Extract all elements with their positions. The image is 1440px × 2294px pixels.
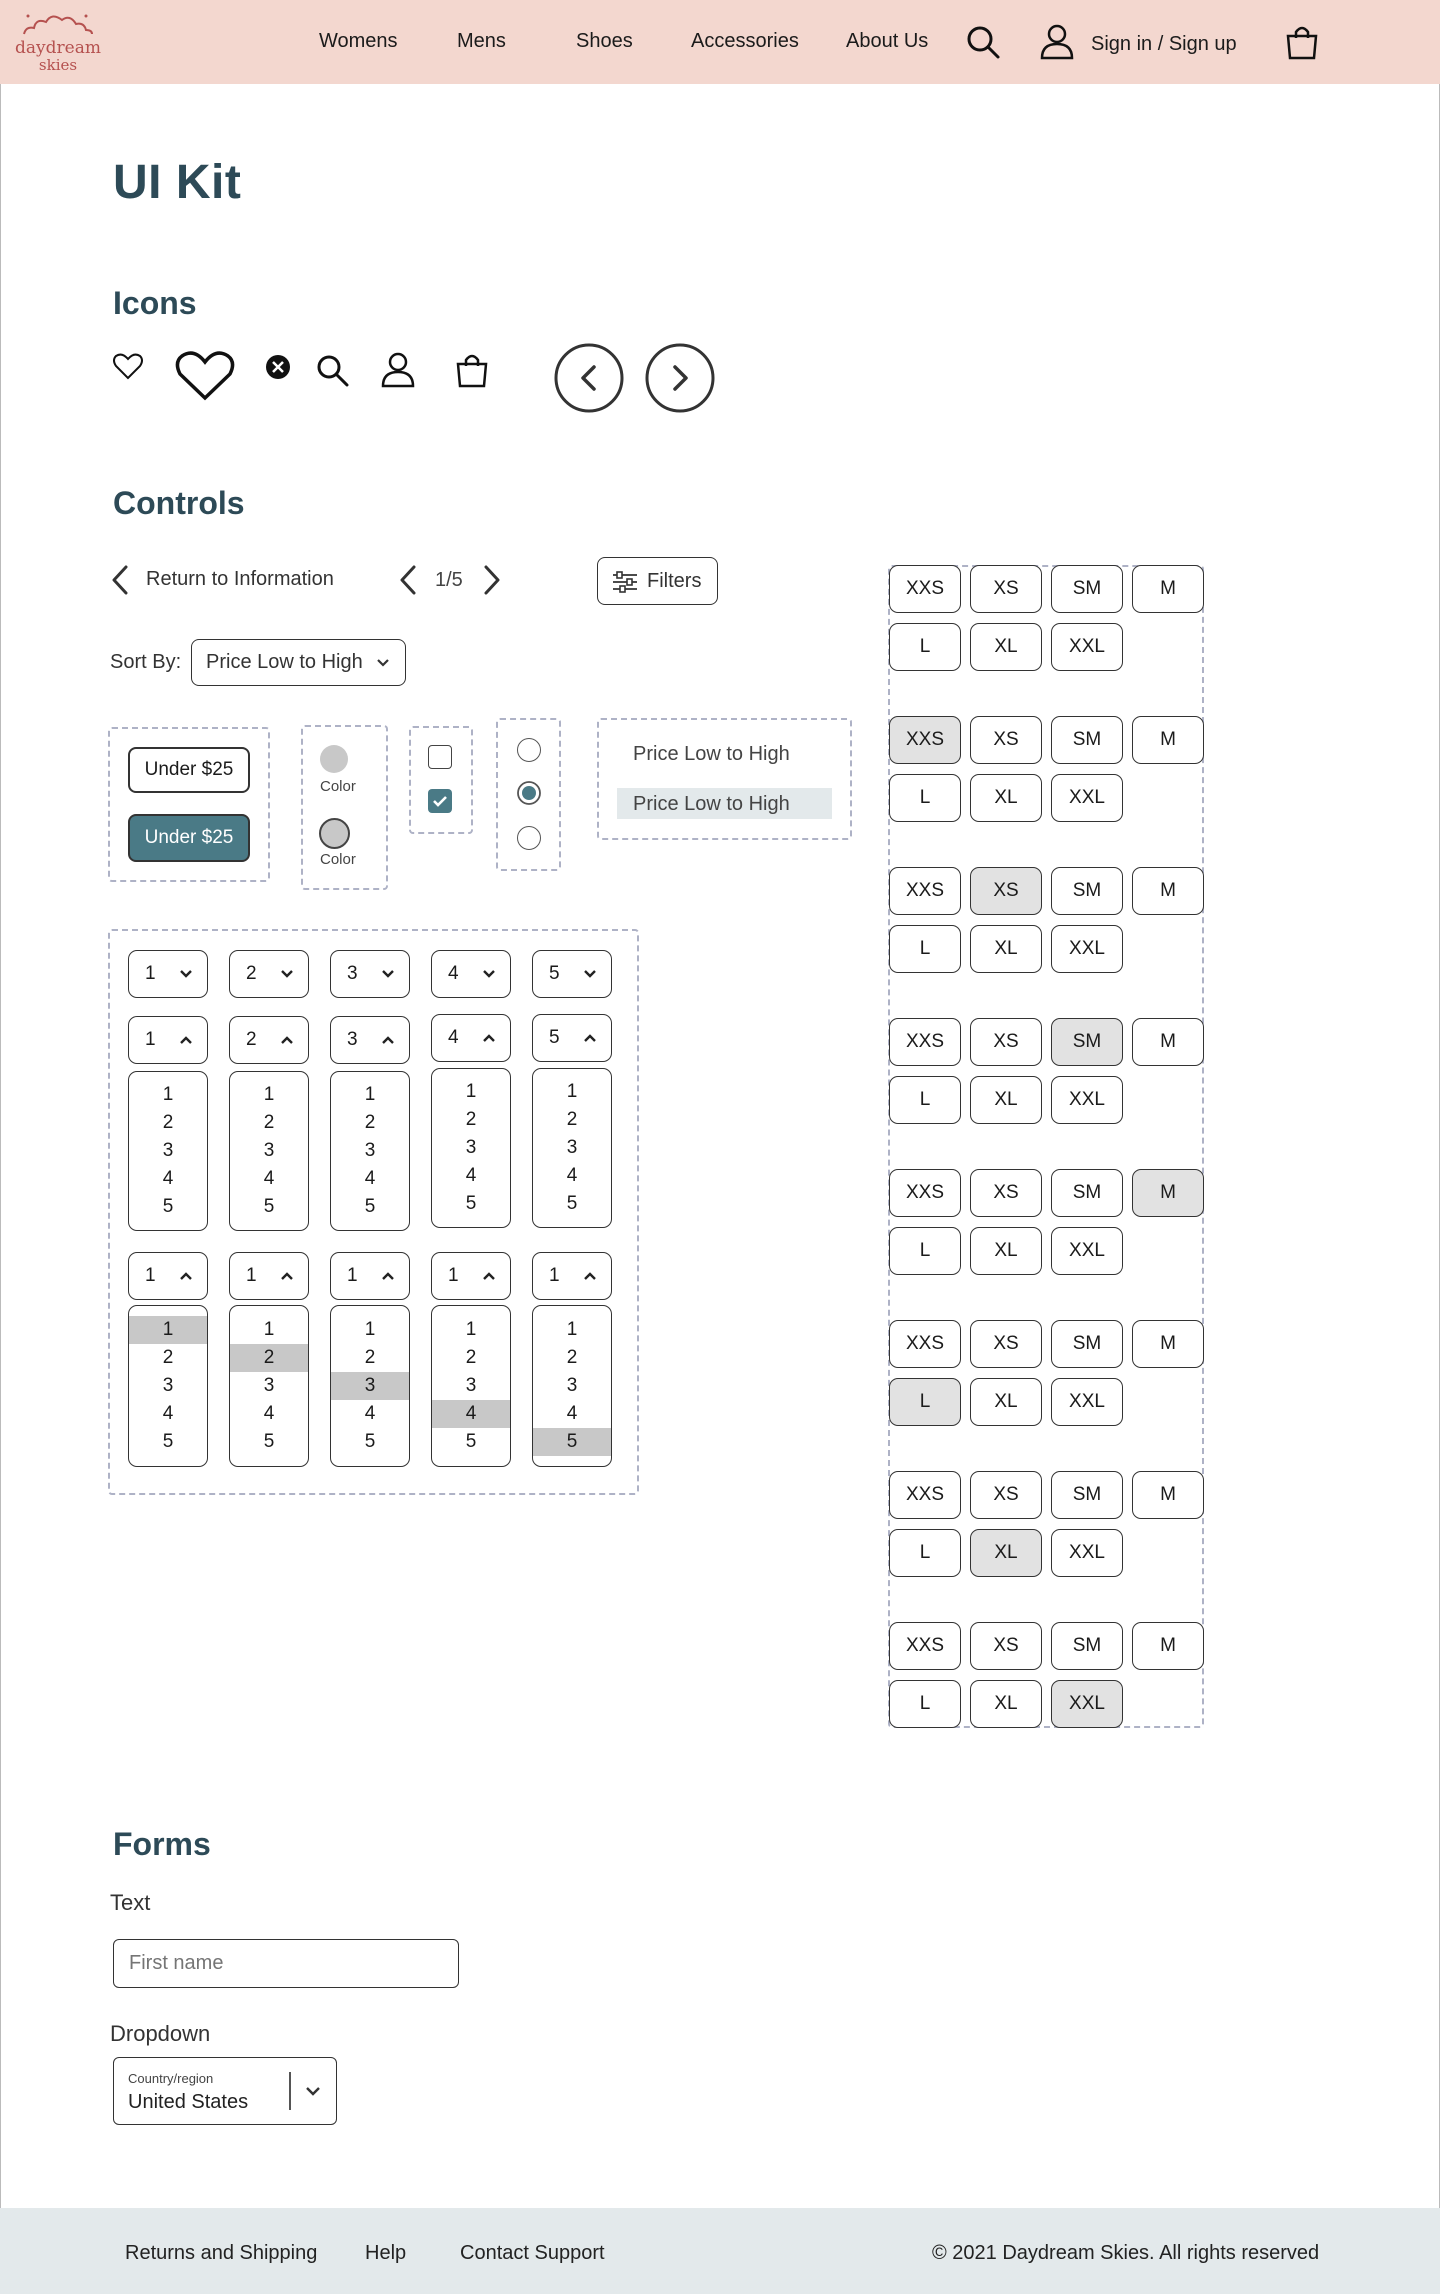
size-option-l[interactable]: L (889, 623, 961, 671)
quantity-option[interactable]: 3 (465, 1375, 477, 1396)
pager-prev-icon[interactable] (398, 564, 418, 596)
chevron-down-icon (305, 2086, 321, 2098)
sort-value: Price Low to High (206, 651, 363, 673)
chevron-up-icon (280, 1271, 294, 1281)
size-option-xs[interactable]: XS (970, 1471, 1042, 1519)
quantity-options-list (330, 1305, 410, 1467)
size-option-xs[interactable]: XS (970, 1018, 1042, 1066)
quantity-option[interactable]: 4 (364, 1403, 376, 1424)
quantity-value: 1 (145, 1265, 156, 1286)
quantity-value: 5 (549, 963, 560, 984)
size-option-l[interactable]: L (889, 1529, 961, 1577)
size-option-xxs[interactable]: XXS (889, 1471, 961, 1519)
size-option-xxl[interactable]: XXL (1051, 623, 1123, 671)
chevron-up-icon (583, 1271, 597, 1281)
sort-options-group (597, 718, 852, 840)
quantity-option[interactable]: 1 (465, 1319, 477, 1340)
size-option-xs[interactable]: XS (970, 1622, 1042, 1670)
section-title-icons: Icons (113, 285, 197, 321)
size-option-xxl[interactable]: XXL (1051, 1378, 1123, 1426)
quantity-options-list (431, 1305, 511, 1467)
first-name-input[interactable] (113, 1939, 459, 1988)
size-option-sm[interactable]: SM (1051, 565, 1123, 613)
size-option-m[interactable]: M (1132, 1018, 1204, 1066)
quantity-option[interactable]: 3 (162, 1375, 174, 1396)
quantity-option-hovered[interactable]: 2 (230, 1344, 308, 1372)
quantity-value: 3 (347, 963, 358, 984)
site-footer (0, 2208, 1440, 2294)
size-option-sm[interactable]: SM (1051, 716, 1123, 764)
chevron-left-circle-icon[interactable] (554, 343, 624, 413)
nav-mens[interactable]: Mens (457, 30, 506, 52)
filters-label: Filters (647, 570, 702, 592)
quantity-options-list (431, 1068, 511, 1228)
size-option-m[interactable]: M (1132, 1320, 1204, 1368)
checkbox-checked[interactable] (428, 789, 452, 813)
quantity-option-hovered[interactable]: 3 (331, 1372, 409, 1400)
quantity-option[interactable]: 2 (364, 1347, 376, 1368)
brand-logo[interactable] (12, 8, 104, 76)
search-icon[interactable] (966, 25, 1002, 61)
quantity-options-list (532, 1068, 612, 1228)
chevron-down-icon (280, 969, 294, 979)
quantity-option[interactable]: 4 (566, 1403, 578, 1424)
quantity-option[interactable]: 1 (465, 1081, 477, 1102)
footer-link-contact[interactable]: Contact Support (460, 2242, 605, 2264)
nav-about-us[interactable]: About Us (846, 30, 929, 52)
cloud-logo-icon (20, 8, 96, 38)
quantity-option[interactable]: 3 (566, 1375, 578, 1396)
size-option-m[interactable]: M (1132, 565, 1204, 613)
chevron-up-icon (381, 1271, 395, 1281)
quantity-option[interactable]: 5 (566, 1193, 578, 1214)
chevron-up-icon (482, 1271, 496, 1281)
size-option-sm[interactable]: SM (1051, 1320, 1123, 1368)
quantity-option[interactable]: 3 (263, 1140, 275, 1161)
radio-unselected[interactable] (517, 826, 541, 850)
sort-label: Sort By: (110, 651, 182, 673)
checkbox-unchecked[interactable] (428, 745, 452, 769)
heart-small-icon[interactable] (112, 352, 144, 380)
size-option-xxs[interactable]: XXS (889, 1018, 961, 1066)
size-option-xxs[interactable]: XXS (889, 1320, 961, 1368)
quantity-option[interactable]: 3 (465, 1137, 477, 1158)
size-option-xs[interactable]: XS (970, 716, 1042, 764)
size-option-xl[interactable]: XL (970, 774, 1042, 822)
quantity-option[interactable]: 4 (364, 1168, 376, 1189)
quantity-option[interactable]: 4 (263, 1168, 275, 1189)
quantity-options-list (532, 1305, 612, 1467)
brand-line2: skies (38, 56, 78, 74)
section-title-forms: Forms (113, 1826, 211, 1862)
quantity-option[interactable]: 1 (566, 1319, 578, 1340)
size-option-xl[interactable]: XL (970, 1227, 1042, 1275)
nav-accessories[interactable]: Accessories (691, 30, 799, 52)
sort-option-highlighted[interactable] (617, 788, 832, 819)
size-option-l[interactable]: L (889, 1227, 961, 1275)
quantity-dropdown-closed[interactable] (229, 950, 309, 998)
size-option-xs[interactable]: XS (970, 1169, 1042, 1217)
size-option-xxl[interactable]: XXL (1051, 1680, 1123, 1728)
size-option-xs[interactable]: XS (970, 1320, 1042, 1368)
quantity-options-list (229, 1071, 309, 1231)
quantity-option[interactable]: 2 (465, 1347, 477, 1368)
radio-selected[interactable] (517, 781, 541, 805)
quantity-option[interactable]: 4 (263, 1403, 275, 1424)
sort-option[interactable]: Price Low to High (633, 743, 790, 765)
quantity-value: 1 (448, 1265, 459, 1286)
country-value: United States (128, 2091, 249, 2113)
size-option-xxs[interactable]: XXS (889, 1622, 961, 1670)
size-option-xxl[interactable]: XXL (1051, 925, 1123, 973)
quantity-option[interactable]: 2 (566, 1109, 578, 1130)
size-option-m[interactable]: M (1132, 1169, 1204, 1217)
chevron-up-icon (381, 1035, 395, 1045)
quantity-option[interactable]: 1 (162, 1084, 174, 1105)
quantity-option[interactable]: 5 (263, 1431, 275, 1452)
size-option-m[interactable]: M (1132, 716, 1204, 764)
quantity-value: 1 (145, 1029, 156, 1050)
chevron-left-icon (110, 564, 130, 596)
quantity-option[interactable]: 1 (263, 1319, 275, 1340)
filters-button[interactable] (597, 557, 718, 605)
size-option-xl[interactable]: XL (970, 623, 1042, 671)
size-option-xl[interactable]: XL (970, 1076, 1042, 1124)
sort-option-highlighted-label: Price Low to High (633, 793, 790, 815)
quantity-option[interactable]: 5 (465, 1193, 477, 1214)
quantity-dropdown-open[interactable] (532, 1252, 612, 1300)
quantity-dropdown-open[interactable] (330, 1016, 410, 1064)
size-option-xl[interactable]: XL (970, 1378, 1042, 1426)
quantity-option[interactable]: 2 (566, 1347, 578, 1368)
quantity-dropdown-open[interactable] (229, 1252, 309, 1300)
quantity-option[interactable]: 2 (465, 1109, 477, 1130)
quantity-option[interactable]: 4 (162, 1403, 174, 1424)
chevron-down-icon (381, 969, 395, 979)
size-option-l[interactable]: L (889, 1378, 961, 1426)
chevron-up-icon (179, 1035, 193, 1045)
shopping-bag-icon[interactable] (1285, 24, 1319, 60)
price-button-active[interactable]: Under $25 (128, 814, 250, 862)
size-option-m[interactable]: M (1132, 867, 1204, 915)
quantity-value: 2 (246, 963, 257, 984)
size-option-xl[interactable]: XL (970, 1680, 1042, 1728)
size-option-sm[interactable]: SM (1051, 1169, 1123, 1217)
quantity-options-list (128, 1305, 208, 1467)
quantity-option[interactable]: 5 (162, 1196, 174, 1217)
radio-unselected[interactable] (517, 738, 541, 762)
chevron-down-icon (482, 969, 496, 979)
quantity-option[interactable]: 1 (263, 1084, 275, 1105)
size-option-sm[interactable]: SM (1051, 1471, 1123, 1519)
section-title-controls: Controls (113, 485, 245, 521)
size-option-l[interactable]: L (889, 1680, 961, 1728)
footer-link-help[interactable]: Help (365, 2242, 407, 2264)
quantity-value: 2 (246, 1029, 257, 1050)
checkbox-group (409, 726, 473, 834)
chevron-right-circle-icon[interactable] (645, 343, 715, 413)
chevron-down-icon (179, 969, 193, 979)
quantity-option[interactable]: 5 (162, 1431, 174, 1452)
quantity-option[interactable]: 1 (364, 1084, 376, 1105)
chevron-up-icon (482, 1033, 496, 1043)
site-header (0, 0, 1440, 84)
size-option-m[interactable]: M (1132, 1622, 1204, 1670)
sort-dropdown[interactable] (191, 639, 406, 686)
heart-large-icon[interactable] (174, 350, 236, 402)
quantity-value: 1 (145, 963, 156, 984)
country-dropdown[interactable] (113, 2057, 337, 2125)
size-option-xxl[interactable]: XXL (1051, 1529, 1123, 1577)
quantity-option[interactable]: 2 (263, 1112, 275, 1133)
quantity-value: 5 (549, 1027, 560, 1048)
quantity-dropdown-open[interactable] (128, 1016, 208, 1064)
size-option-l[interactable]: L (889, 774, 961, 822)
quantity-option[interactable]: 4 (162, 1168, 174, 1189)
color-label-selected: Color (320, 851, 356, 868)
quantity-dropdown-closed[interactable] (128, 950, 208, 998)
dropdown-divider (289, 2072, 291, 2110)
pager-indicator: 1/5 (435, 569, 463, 591)
quantity-options-list (128, 1071, 208, 1231)
quantity-option[interactable]: 2 (364, 1112, 376, 1133)
search-icon[interactable] (316, 354, 350, 388)
size-option-xs[interactable]: XS (970, 565, 1042, 613)
close-icon[interactable] (265, 354, 291, 380)
return-label: Return to Information (146, 568, 334, 590)
quantity-dropdown-open[interactable] (532, 1014, 612, 1062)
size-option-xs[interactable]: XS (970, 867, 1042, 915)
quantity-option[interactable]: 2 (162, 1347, 174, 1368)
quantity-dropdown-closed[interactable] (431, 950, 511, 998)
quantity-dropdown-open[interactable] (431, 1252, 511, 1300)
size-option-sm[interactable]: SM (1051, 867, 1123, 915)
quantity-option-hovered[interactable]: 1 (129, 1316, 207, 1344)
size-option-xxs[interactable]: XXS (889, 1169, 961, 1217)
sliders-icon (612, 571, 638, 593)
quantity-option[interactable]: 4 (465, 1165, 477, 1186)
size-option-l[interactable]: L (889, 1076, 961, 1124)
quantity-dropdown-closed[interactable] (330, 950, 410, 998)
quantity-dropdown-open[interactable] (330, 1252, 410, 1300)
quantity-option-hovered[interactable]: 4 (432, 1400, 510, 1428)
quantity-option[interactable]: 1 (364, 1319, 376, 1340)
size-option-xxl[interactable]: XXL (1051, 774, 1123, 822)
quantity-dropdown-open[interactable] (229, 1016, 309, 1064)
dropdown-label: Dropdown (110, 2021, 211, 2046)
brand-line1: daydream (15, 38, 101, 58)
user-icon[interactable] (381, 352, 415, 388)
size-option-xxs[interactable]: XXS (889, 565, 961, 613)
quantity-options-list (229, 1305, 309, 1467)
size-option-xxs[interactable]: XXS (889, 716, 961, 764)
quantity-option[interactable]: 3 (364, 1140, 376, 1161)
size-option-xl[interactable]: XL (970, 1529, 1042, 1577)
quantity-option[interactable]: 3 (566, 1137, 578, 1158)
nav-womens[interactable]: Womens (319, 30, 398, 52)
user-icon[interactable] (1040, 24, 1074, 60)
quantity-dropdown-open[interactable] (128, 1252, 208, 1300)
quantity-option[interactable]: 4 (566, 1165, 578, 1186)
footer-link-returns[interactable]: Returns and Shipping (125, 2242, 318, 2264)
size-option-xxl[interactable]: XXL (1051, 1227, 1123, 1275)
quantity-option[interactable]: 2 (162, 1112, 174, 1133)
chevron-up-icon (583, 1033, 597, 1043)
size-option-l[interactable]: L (889, 925, 961, 973)
chevron-up-icon (179, 1271, 193, 1281)
quantity-value: 1 (549, 1265, 560, 1286)
size-option-m[interactable]: M (1132, 1471, 1204, 1519)
sign-in-link[interactable]: Sign in / Sign up (1091, 33, 1237, 55)
quantity-value: 3 (347, 1029, 358, 1050)
size-option-sm[interactable]: SM (1051, 1018, 1123, 1066)
quantity-option-hovered[interactable]: 5 (533, 1428, 611, 1456)
chevron-down-icon (583, 969, 597, 979)
quantity-option[interactable]: 5 (465, 1431, 477, 1452)
shopping-bag-icon[interactable] (455, 352, 489, 388)
quantity-value: 4 (448, 963, 459, 984)
price-button[interactable]: Under $25 (128, 747, 250, 793)
quantity-option[interactable]: 1 (566, 1081, 578, 1102)
color-swatch-selected[interactable] (319, 818, 350, 849)
color-label: Color (320, 778, 356, 795)
quantity-value: 1 (246, 1265, 257, 1286)
quantity-value: 1 (347, 1265, 358, 1286)
pager-next-icon[interactable] (482, 564, 502, 596)
chevron-up-icon (280, 1035, 294, 1045)
chevron-down-icon (376, 658, 390, 668)
quantity-option[interactable]: 5 (364, 1431, 376, 1452)
size-option-xxl[interactable]: XXL (1051, 1076, 1123, 1124)
quantity-option[interactable]: 3 (263, 1375, 275, 1396)
quantity-option[interactable]: 3 (162, 1140, 174, 1161)
quantity-value: 4 (448, 1027, 459, 1048)
size-option-xl[interactable]: XL (970, 925, 1042, 973)
quantity-dropdown-open[interactable] (431, 1014, 511, 1062)
text-field-label: Text (110, 1890, 151, 1915)
footer-copyright: © 2021 Daydream Skies. All rights reserved (932, 2242, 1320, 2264)
country-caption: Country/region (128, 2071, 214, 2086)
quantity-option[interactable]: 5 (364, 1196, 376, 1217)
color-swatch[interactable] (320, 745, 348, 773)
quantity-option[interactable]: 5 (263, 1196, 275, 1217)
quantity-dropdown-closed[interactable] (532, 950, 612, 998)
page-title: UI Kit (113, 156, 242, 209)
size-option-xxs[interactable]: XXS (889, 867, 961, 915)
quantity-options-list (330, 1071, 410, 1231)
nav-shoes[interactable]: Shoes (576, 30, 633, 52)
size-option-sm[interactable]: SM (1051, 1622, 1123, 1670)
